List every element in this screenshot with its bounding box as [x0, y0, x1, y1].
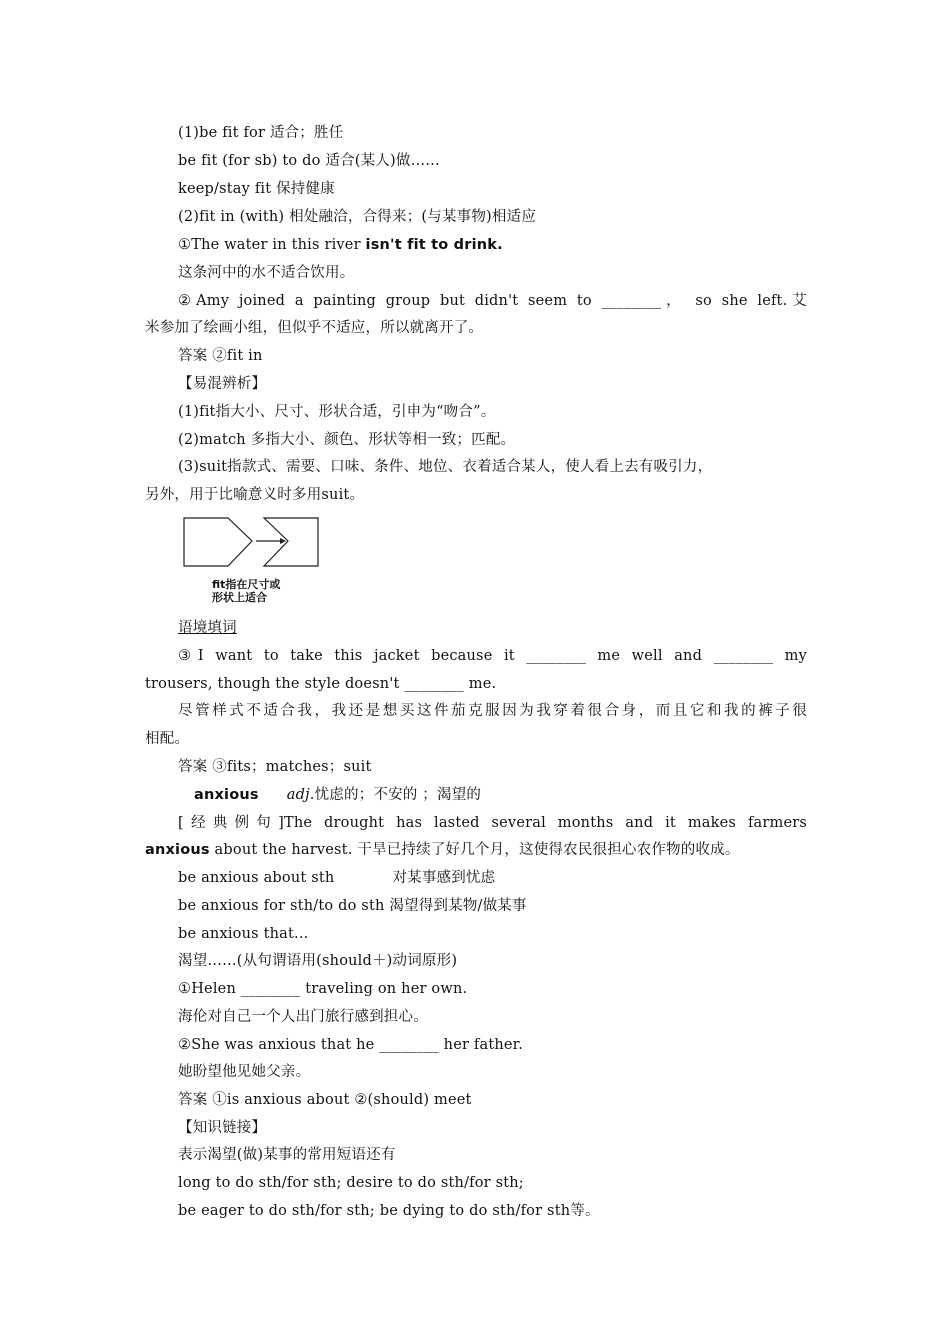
pentagon-shape — [184, 518, 252, 566]
phrase-line: be eager to do sth/for sth; be dying to do sth/for sth等。 — [178, 1203, 600, 1219]
phrase-line: be anxious that... — [178, 926, 309, 942]
exercise-line: ③I want to take this jacket because it ________ me well and ________ my — [178, 648, 807, 664]
example-sentence: [经典例句]The drought has lasted several months and it makes farmers — [178, 815, 807, 831]
highlight-phrase: isn't fit to drink. — [365, 237, 503, 253]
exercise-line: ②She was anxious that he ________ her father. — [178, 1037, 524, 1053]
phrase-line: be anxious for sth/to do sth 渴望得到某物/做某事 — [178, 898, 527, 914]
phrase-line — [178, 868, 495, 888]
section-heading: 【易混辨析】 — [178, 376, 267, 392]
exercise-line: ②Amy joined a painting group but didn't seem to ________， so she left.艾 — [178, 293, 807, 309]
example-text: about the harvest. 干旱已持续了好几个月，这使得农民很担心农作物的收成。 — [209, 842, 740, 858]
text-line: (2)match 多指大小、颜色、形状等相一致；匹配。 — [178, 432, 516, 448]
example-sentence — [145, 840, 740, 860]
highlight-word: anxious — [145, 842, 210, 858]
vocab-word: anxious — [194, 787, 259, 803]
text-line: 表示渴望(做)某事的常用短语还有 — [178, 1147, 396, 1163]
part-of-speech: adj. — [286, 787, 315, 803]
translation-line: 她盼望他见她父亲。 — [178, 1064, 311, 1080]
translation-line: 这条河中的水不适合饮用。 — [178, 265, 355, 281]
answer-line: 答案 ③fits；matches；suit — [178, 759, 372, 775]
diagram-caption: 形状上适合 — [212, 591, 267, 604]
phrase-cn: 对某事感到忧虑 — [392, 870, 496, 886]
text-line: 米参加了绘画小组，但似乎不适应，所以就离开了。 — [145, 320, 484, 336]
section-heading: 【知识链接】 — [178, 1120, 267, 1136]
text-line: 另外，用于比喻意义时多用suit。 — [145, 487, 365, 503]
subsection-heading: 语境填词 — [178, 620, 237, 636]
notched-shape — [264, 518, 318, 566]
text-line: be fit (for sb) to do 适合(某人)做…… — [178, 153, 440, 169]
vocab-definition: 忧虑的；不安的 ；渴望的 — [314, 787, 482, 803]
text-line: keep/stay fit 保持健康 — [178, 181, 335, 197]
example-text: ①The water in this river — [178, 237, 366, 253]
text-line: (1)fit指大小、尺寸、形状合适，引申为“吻合”。 — [178, 404, 496, 420]
exercise-line: ①Helen ________ traveling on her own. — [178, 981, 468, 997]
example-sentence — [178, 235, 503, 255]
text-line: (2)fit in (with) 相处融洽，合得来；(与某事物)相适应 — [178, 209, 537, 225]
answer-line: 答案 ①is anxious about ②(should) meet — [178, 1092, 472, 1108]
text-line: (1)be fit for 适合；胜任 — [178, 125, 344, 141]
translation-line: 海伦对自己一个人出门旅行感到担心。 — [178, 1009, 428, 1025]
answer-line: 答案 ②fit in — [178, 348, 263, 364]
exercise-line: trousers, though the style doesn't ________ me. — [145, 676, 497, 692]
text-line: (3)suit指款式、需要、口味、条件、地位、衣着适合某人，使人看上去有吸引力， — [178, 459, 713, 475]
vocab-entry — [194, 785, 481, 805]
phrase-line: long to do sth/for sth; desire to do sth/for sth; — [178, 1175, 524, 1191]
diagram-caption: fit指在尺寸或 — [212, 578, 281, 591]
translation-line: 相配。 — [145, 731, 190, 747]
translation-line: 尽管样式不适合我，我还是想买这件茄克服因为我穿着很合身，而且它和我的裤子很 — [178, 703, 807, 719]
text-line: 渴望……(从句谓语用(should＋)动词原形) — [178, 953, 458, 969]
phrase-en: be anxious about sth — [178, 870, 335, 886]
